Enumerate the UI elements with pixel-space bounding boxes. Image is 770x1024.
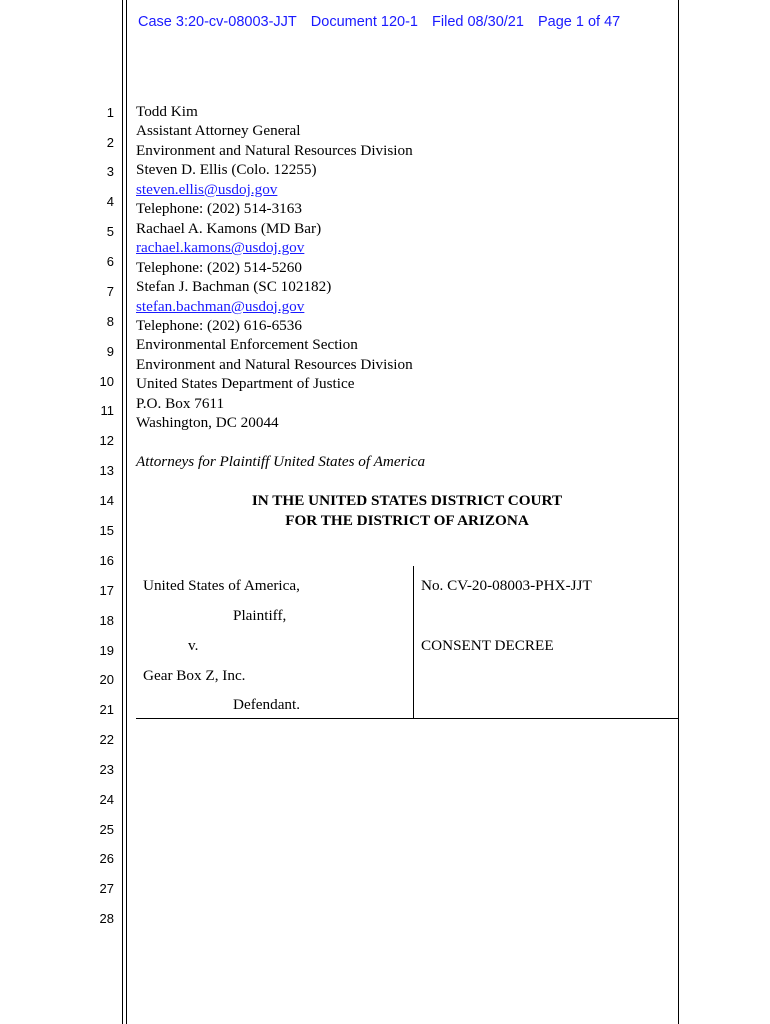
line-number: 6 — [106, 254, 114, 269]
header-document-number: Document 120-1 — [310, 14, 418, 30]
line-number: 3 — [106, 164, 114, 179]
left-margin-rule-inner — [126, 0, 127, 1024]
line-number: 4 — [106, 194, 114, 209]
line-number: 15 — [99, 523, 114, 538]
counsel-block — [136, 102, 413, 433]
line-number: 27 — [99, 881, 114, 896]
counsel-phone: Telephone: (202) 616-6536 — [136, 316, 302, 334]
line-number: 9 — [106, 344, 114, 359]
line-number: 18 — [99, 613, 114, 628]
counsel-name: Stefan J. Bachman (SC 102182) — [136, 278, 332, 296]
defendant-name: Gear Box Z, Inc. — [143, 667, 246, 684]
versus-label: v. — [188, 637, 199, 654]
email-link[interactable]: steven.ellis@usdoj.gov — [136, 180, 278, 198]
line-number: 21 — [99, 702, 114, 717]
line-number: 19 — [99, 643, 114, 658]
line-number: 11 — [100, 403, 114, 418]
case-caption-box — [136, 566, 679, 719]
line-number: 25 — [99, 822, 114, 837]
counsel-city: Washington, DC 20044 — [136, 414, 279, 432]
defendant-label: Defendant. — [233, 696, 301, 713]
email-link[interactable]: stefan.bachman@usdoj.gov — [136, 297, 305, 315]
line-number: 26 — [99, 851, 114, 866]
document-title: CONSENT DECREE — [421, 637, 554, 654]
line-number: 16 — [99, 553, 114, 568]
counsel-name: Steven D. Ellis (Colo. 12255) — [136, 161, 317, 179]
email-link[interactable]: rachael.kamons@usdoj.gov — [136, 239, 305, 257]
header-page-count: Page 1 of 47 — [537, 14, 621, 30]
counsel-email-item — [136, 180, 413, 199]
counsel-phone: Telephone: (202) 514-3163 — [136, 200, 302, 218]
counsel-email-item — [136, 238, 413, 257]
caption-divider — [413, 566, 414, 718]
line-number: 8 — [106, 314, 114, 329]
plaintiff-name: United States of America, — [143, 577, 300, 594]
header-filed-date: Filed 08/30/21 — [432, 14, 524, 30]
line-number: 1 — [106, 105, 114, 120]
counsel-section: Environmental Enforcement Section — [136, 336, 358, 354]
court-title-line-2: FOR THE DISTRICT OF ARIZONA — [285, 511, 529, 529]
court-title-line-1: IN THE UNITED STATES DISTRICT COURT — [251, 492, 563, 509]
line-number: 22 — [99, 732, 114, 747]
ecf-header — [138, 14, 678, 30]
line-number: 24 — [99, 792, 114, 807]
line-number: 2 — [106, 135, 114, 150]
line-number: 7 — [106, 284, 114, 299]
case-number: No. CV-20-08003-PHX-JJT — [421, 577, 592, 594]
counsel-division: Environment and Natural Resources Division — [136, 355, 413, 373]
counsel-title: Assistant Attorney General — [136, 122, 301, 140]
line-number: 28 — [99, 911, 114, 926]
counsel-name: Todd Kim — [136, 103, 198, 120]
header-case-number: Case 3:20-cv-08003-JJT — [138, 14, 297, 30]
counsel-phone: Telephone: (202) 514-5260 — [136, 258, 302, 276]
line-number: 20 — [99, 672, 114, 687]
counsel-name: Rachael A. Kamons (MD Bar) — [136, 219, 322, 237]
line-number: 12 — [99, 433, 114, 448]
line-number: 17 — [99, 583, 114, 598]
line-number: 14 — [99, 493, 114, 508]
plaintiff-label: Plaintiff, — [233, 607, 287, 624]
line-number: 5 — [106, 224, 114, 239]
line-number: 13 — [99, 463, 114, 478]
counsel-department: United States Department of Justice — [136, 375, 355, 393]
left-margin-rule-outer — [122, 0, 123, 1024]
court-title — [136, 491, 678, 530]
right-margin-rule — [678, 0, 679, 1024]
counsel-email-item — [136, 297, 413, 316]
line-number: 10 — [99, 374, 114, 389]
counsel-po-box: P.O. Box 7611 — [136, 394, 225, 412]
line-number: 23 — [99, 762, 114, 777]
attorneys-for-line: Attorneys for Plaintiff United States of America — [136, 453, 426, 470]
counsel-division: Environment and Natural Resources Division — [136, 141, 413, 159]
